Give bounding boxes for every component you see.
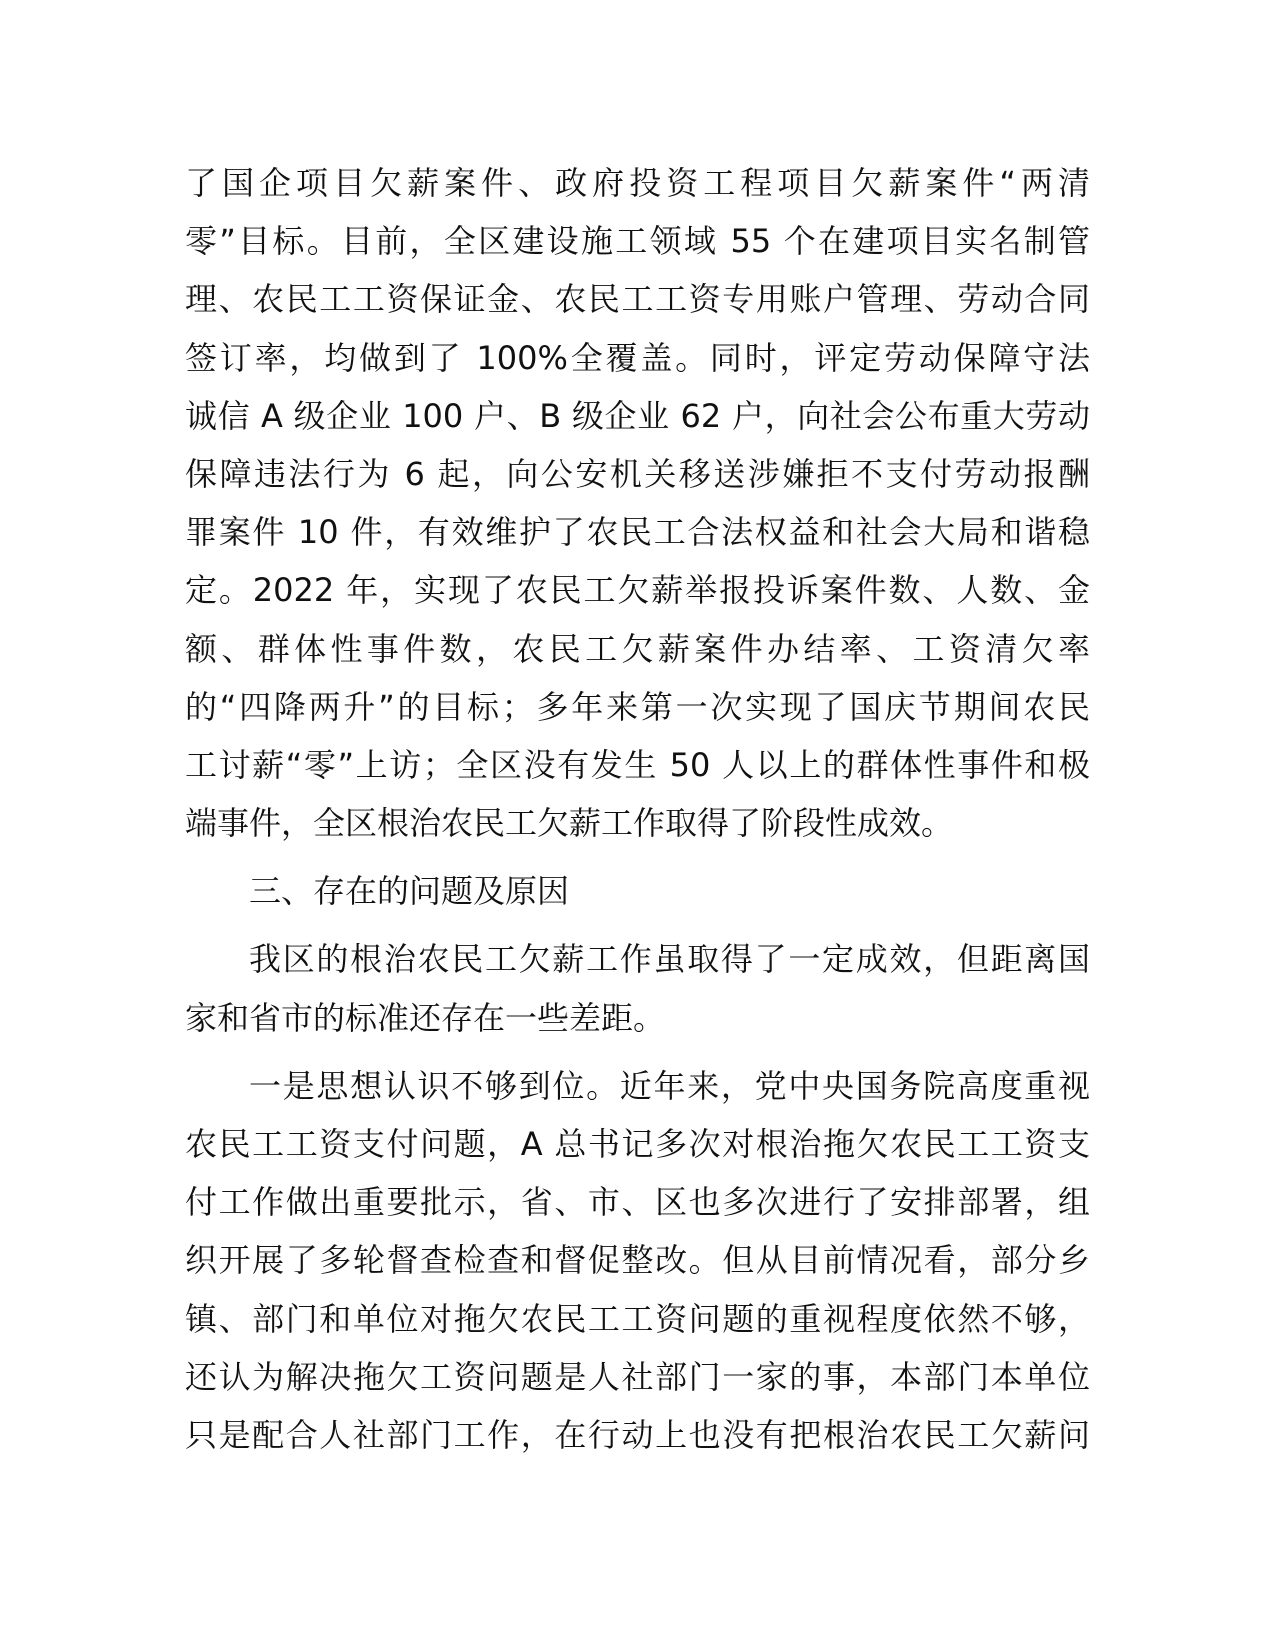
document-body — [185, 154, 1090, 1464]
paragraph-gap — [185, 1047, 1090, 1057]
text-line: 我区的根治农民工欠薪工作虽取得了一定成效，但距离国 — [249, 940, 1090, 979]
text-line: 端事件，全区根治农民工欠薪工作取得了阶段性成效。 — [185, 804, 954, 843]
paragraph-gap — [185, 920, 1090, 930]
text-line: 签订率，均做到了 100%全覆盖。同时，评定劳动保障守法 — [185, 338, 1090, 377]
text-line: 罪案件 10 件，有效维护了农民工合法权益和社会大局和谐稳 — [185, 513, 1090, 552]
section-heading — [185, 862, 1090, 920]
paragraph-intro — [185, 930, 1090, 1046]
text-line: 还认为解决拖欠工资问题是人社部门一家的事，本部门本单位 — [185, 1357, 1090, 1396]
text-line: 的“四降两升”的目标；多年来第一次实现了国庆节期间农民 — [185, 687, 1090, 726]
text-line: 理、农民工工资保证金、农民工工资专用账户管理、劳动合同 — [185, 280, 1090, 319]
text-line: 付工作做出重要批示，省、市、区也多次进行了安排部署，组 — [185, 1183, 1090, 1222]
text-line: 诚信 A 级企业 100 户、B 级企业 62 户，向社会公布重大劳动 — [185, 396, 1090, 435]
text-line: 零”目标。目前，全区建设施工领域 55 个在建项目实名制管 — [185, 222, 1090, 261]
text-line: 工讨薪“零”上访；全区没有发生 50 人以上的群体性事件和极 — [185, 745, 1090, 784]
paragraph-results — [185, 154, 1090, 852]
text-line: 只是配合人社部门工作，在行动上也没有把根治农民工欠薪问 — [185, 1415, 1090, 1454]
paragraph-problem-one — [185, 1057, 1090, 1464]
text-line: 农民工工资支付问题，A 总书记多次对根治拖欠农民工工资支 — [185, 1125, 1090, 1163]
heading-text: 三、存在的问题及原因 — [249, 872, 570, 911]
text-line: 保障违法行为 6 起，向公安机关移送涉嫌拒不支付劳动报酬 — [185, 454, 1090, 493]
text-line: 一是思想认识不够到位。近年来，党中央国务院高度重视 — [249, 1066, 1090, 1105]
text-line: 镇、部门和单位对拖欠农民工工资问题的重视程度依然不够， — [185, 1299, 1090, 1338]
text-line: 定。2022 年，实现了农民工欠薪举报投诉案件数、人数、金 — [185, 571, 1090, 610]
paragraph-gap — [185, 852, 1090, 862]
text-line: 织开展了多轮督查检查和督促整改。但从目前情况看，部分乡 — [185, 1241, 1090, 1280]
text-line: 了国企项目欠薪案件、政府投资工程项目欠薪案件“两清 — [185, 164, 1090, 202]
text-line: 家和省市的标准还存在一些差距。 — [185, 998, 666, 1037]
text-line: 额、群体性事件数，农民工欠薪案件办结率、工资清欠率 — [185, 629, 1090, 668]
